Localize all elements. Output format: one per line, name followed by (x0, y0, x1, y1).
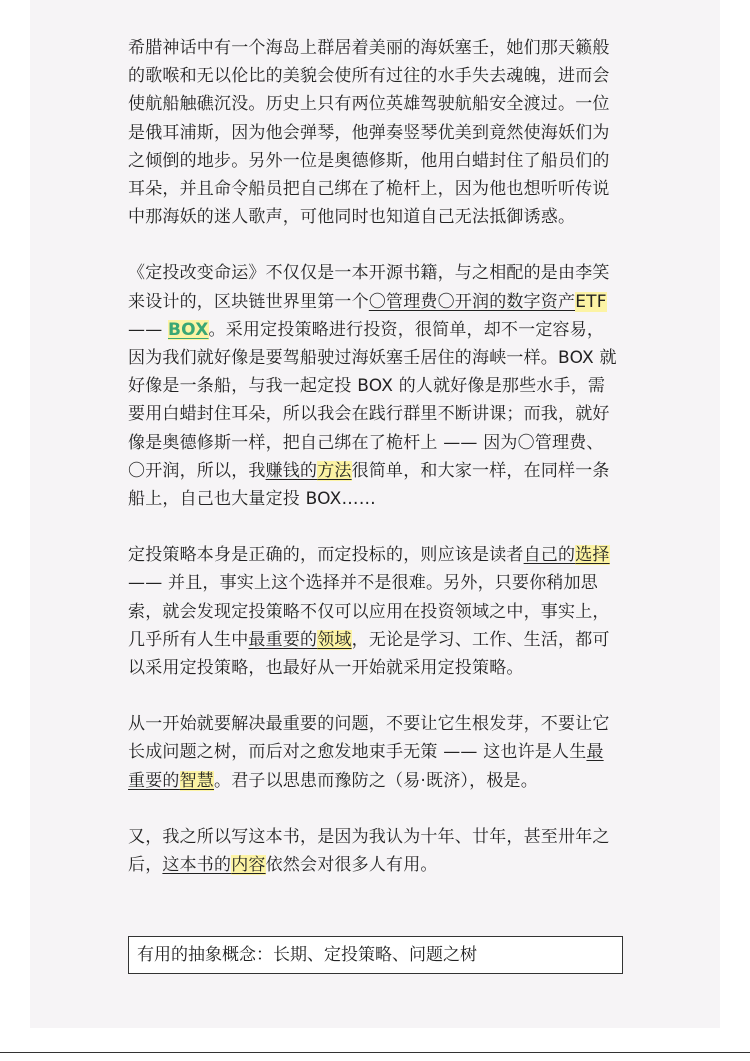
text-segment: 很简单，和大家一样，在同样一条船上，自己也大量定投 BOX…… (128, 460, 610, 510)
highlighted-underlined-text: 智慧 (179, 770, 215, 791)
underlined-text: 自己的 (523, 545, 576, 566)
highlighted-underlined-text: 选择 (575, 545, 610, 566)
text-segment: 《定投改变命运》不仅仅是一本开源书籍，与之相配的是由李笑来设计的，区块链世界里第一个 (128, 263, 610, 312)
text-segment: 希腊神话中有一个海岛上群居着美丽的海妖塞壬，她们那天籁般的歌喉和无以伦比的美貌会使所有过往的水手失去魂魄，进而会使航船触礁沉没。历史上只有两位英雄驾驶航船安全渡过。一位是俄耳浦斯，因为他会弹琴，他弹奏竖琴优美到竟然使海妖们为之倾倒的地步。另外一位是奥德修斯，他用白蜡封住了船员们的耳朵，并且命令船员把自己绑在了桅杆上，因为他也想听听传说中那海妖的迷人歌声，可他同时也知道自己无法抵御诱惑。 (128, 38, 610, 228)
text-segment: 。君子以思患而豫防之（易·既济），极是。 (214, 770, 538, 791)
box-link[interactable]: BOX (168, 319, 209, 340)
text-segment: 依然会对很多人有用。 (265, 855, 438, 876)
concept-box-text: 有用的抽象概念：长期、定投策略、问题之树 (137, 945, 477, 965)
bottom-divider (0, 1052, 750, 1053)
text-segment: ，无论是学习、工作、生活，都可以采用定投策略，也最好从一开始就采用定投策略。 (128, 629, 610, 679)
text-segment: 定投策略本身是正确的，而定投标的，则应该是读者 (128, 545, 524, 566)
text-segment: 。采用定投策略进行投资，很简单，却不一定容易，因为我们就好像是要驾船驶过海妖塞壬居住的海峡一样。BOX 就好像是一条船，与我一起定投 BOX 的人就好像是那些水手，需要用白蜡封住耳朵，所以我会在践行群里不断讲课；而我，就好像是奥德修斯一样，把自己绑在了桅杆上 —— 因为〇管理费、〇开润，所以，我 (128, 319, 617, 481)
highlighted-text: ETF (575, 291, 607, 312)
underlined-text: 〇管理费〇开润的数字资产 (368, 291, 576, 312)
article-body (128, 34, 620, 907)
highlighted-underlined-text: 方法 (317, 460, 352, 481)
highlighted-underlined-text: 领域 (317, 629, 352, 650)
underlined-text: 最重要的 (248, 629, 318, 650)
text-segment: 又，我之所以写这本书，是因为我认为十年、廿年，甚至卅年之后， (128, 826, 610, 876)
text-segment: —— 并且，事实上这个选择并不是很难。另外，只要你稍加思索，就会发现定投策略不仅可以应用在投资领域之中，事实上，几乎所有人生中 (128, 573, 610, 650)
text-segment: —— (128, 319, 169, 340)
concept-box (128, 936, 623, 974)
paragraph (128, 259, 620, 513)
paragraph (128, 823, 620, 879)
paragraph (128, 541, 620, 682)
text-segment: 从一开始就要解决最重要的问题，不要让它生根发芽，不要让它长成问题之树，而后对之愈发地束手无策 —— 这也许是人生 (128, 714, 610, 763)
underlined-text: 赚钱的 (265, 460, 318, 481)
paragraph (128, 710, 620, 795)
underlined-text: 最重要的 (128, 742, 604, 791)
underlined-text: 这本书的 (162, 855, 232, 876)
paragraph (128, 34, 620, 231)
highlighted-underlined-text: 内容 (231, 855, 266, 876)
